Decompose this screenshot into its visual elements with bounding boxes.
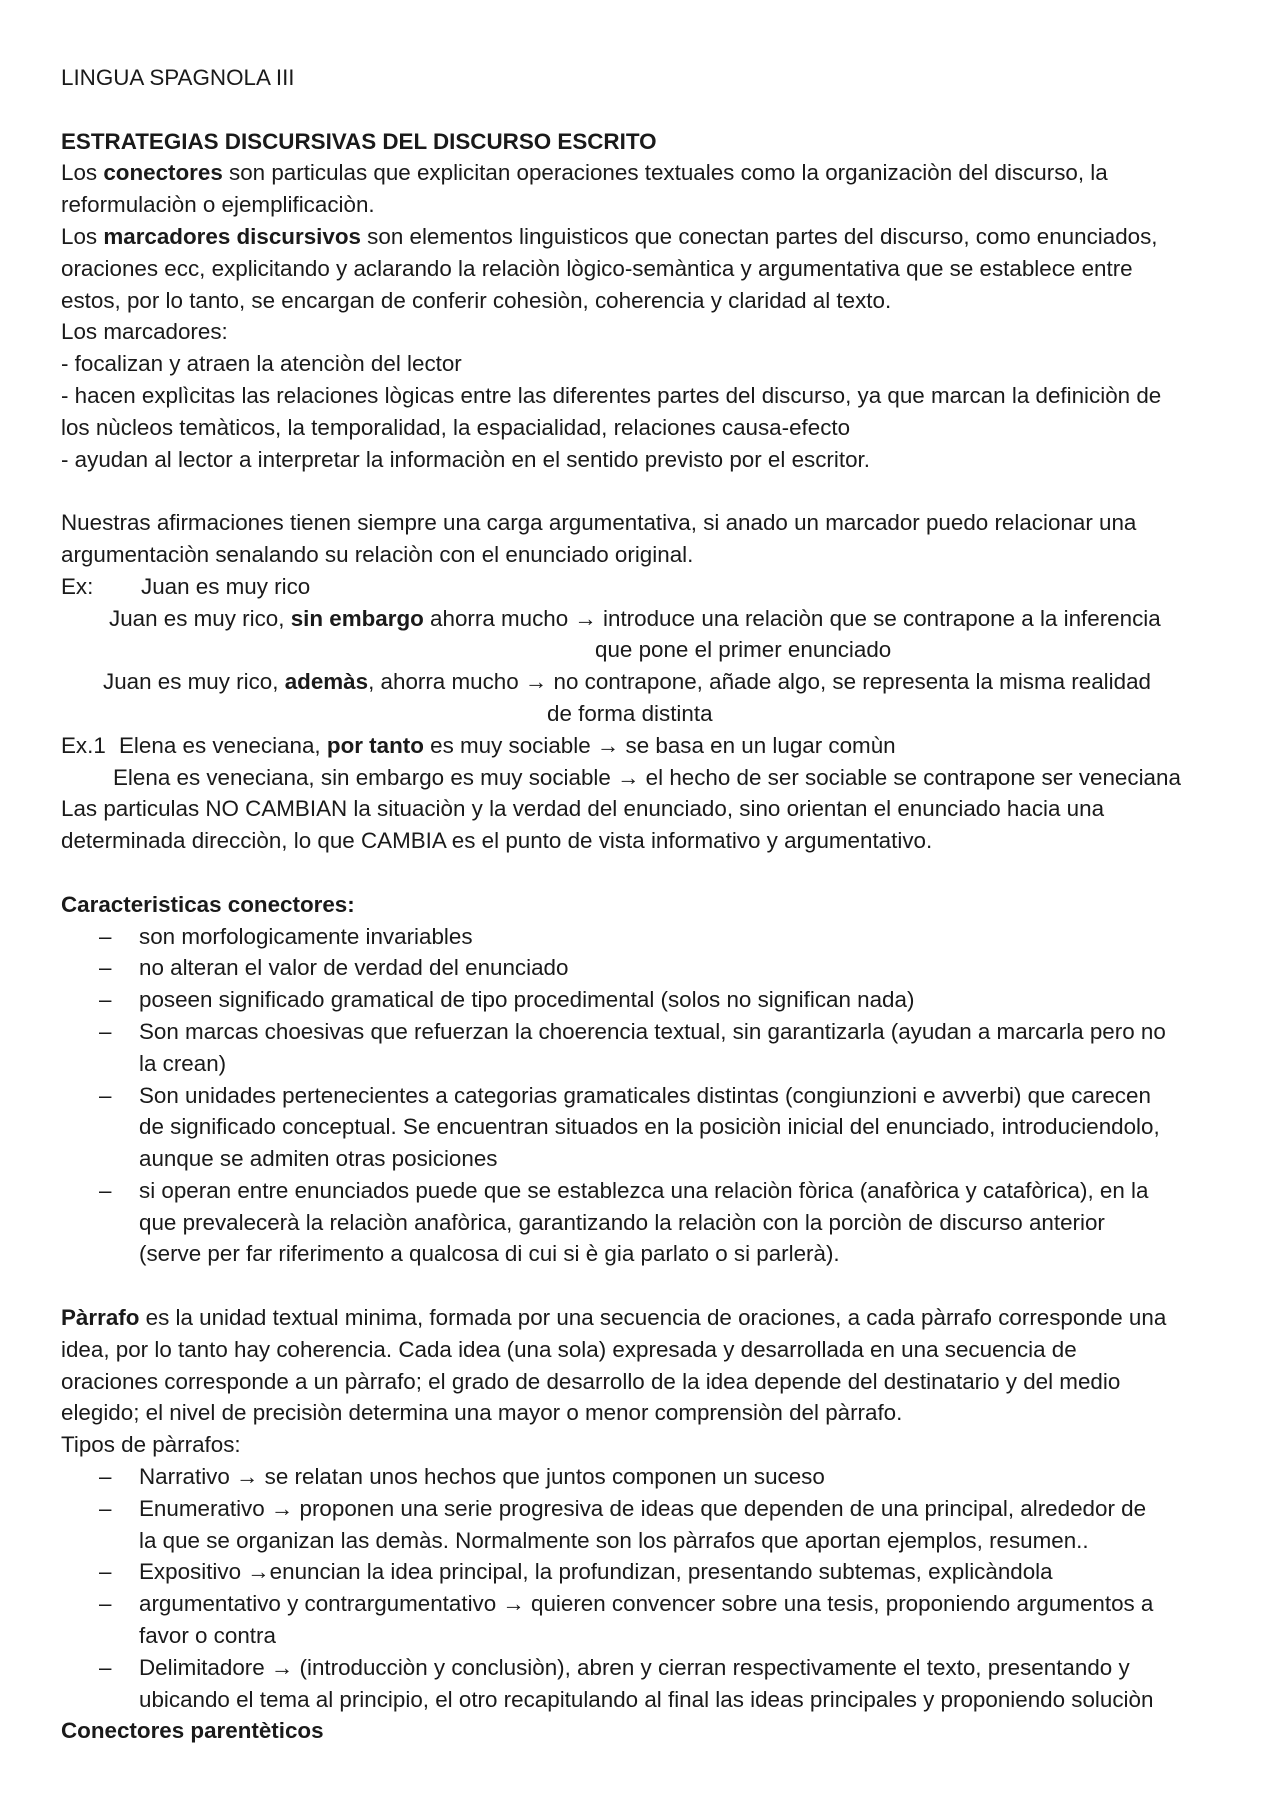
list-item — [61, 921, 1231, 953]
caracteristicas-list — [61, 921, 1231, 1271]
spacer — [61, 94, 1231, 126]
paragraph-line: Pàrrafo es la unidad textual minima, formada por una secuencia de oraciones, a cada pàrrafo corresponde una — [61, 1305, 1167, 1331]
example-line: Ex.1 Elena es veneciana, por tanto es muy sociable → se basa en un lugar comùn — [61, 732, 896, 758]
example-line: Juan es muy rico, sin embargo ahorra mucho → introduce una relaciòn que se contrapone a la inferencia — [109, 605, 1161, 631]
list-item — [61, 1461, 1231, 1493]
spacer — [61, 857, 1231, 889]
list-item-text: la que se organizan las demàs. Normalmente son los pàrrafos que aportan ejemplos, resumen.. — [139, 1527, 1089, 1553]
paragraph-line: - hacen explìcitas las relaciones lògicas entre las diferentes partes del discurso, ya que marcan la definiciòn de — [61, 382, 1162, 408]
list-item-text: ubicando el tema al principio, el otro recapitulando al final las ideas principales y proponiendo soluciòn — [139, 1686, 1154, 1712]
paragraph-line: Los conectores son particulas que explicitan operaciones textuales como la organizaciòn del discurso, la — [61, 160, 1108, 186]
dash-bullet: – — [99, 1654, 112, 1680]
dash-bullet: – — [99, 1495, 112, 1521]
list-item-text: Narrativo → se relatan unos hechos que juntos componen un suceso — [139, 1464, 825, 1490]
paragraph-line: reformulaciòn o ejemplificaciòn. — [61, 192, 375, 218]
list-item — [61, 1493, 1231, 1557]
dash-bullet: – — [99, 1464, 112, 1490]
list-item-text: Enumerativo → proponen una serie progresiva de ideas que dependen de una principal, alrededor de — [139, 1495, 1147, 1521]
list-item — [61, 952, 1231, 984]
course-header: LINGUA SPAGNOLA III — [61, 65, 295, 90]
paragraph-line: estos, por lo tanto, se encargan de conferir cohesiòn, coherencia y claridad al texto. — [61, 287, 892, 313]
paragraph-line: los nùcleos temàticos, la temporalidad, la espacialidad, relaciones causa-efecto — [61, 414, 851, 440]
paragraph-line: - focalizan y atraen la atenciòn del lector — [61, 351, 462, 377]
paragraph-line: Los marcadores: — [61, 319, 228, 345]
paragraph-line: oraciones ecc, explicitando y aclarando la relaciòn lògico-semàntica y argumentativa que se establece entre — [61, 255, 1133, 281]
list-item-text: aunque se admiten otras posiciones — [139, 1146, 498, 1172]
dash-bullet: – — [99, 923, 112, 949]
paragraph-line: determinada direcciòn, lo que CAMBIA es el punto de vista informativo y argumentativo. — [61, 828, 933, 854]
dash-bullet: – — [99, 1018, 112, 1044]
list-item-text: argumentativo y contrargumentativo → quieren convencer sobre una tesis, proponiendo argumentos a — [139, 1591, 1154, 1617]
example-line: Juan es muy rico, ademàs, ahorra mucho → no contrapone, añade algo, se representa la misma realidad — [103, 669, 1151, 695]
example-line: Elena es veneciana, sin embargo es muy sociable → el hecho de ser sociable se contrapone ser veneciana — [113, 764, 1181, 790]
dash-bullet: – — [99, 1082, 112, 1108]
list-item-text: Expositivo →enuncian la idea principal, la profundizan, presentando subtemas, explicàndola — [139, 1559, 1053, 1585]
list-item-text: que prevalecerà la relaciòn anafòrica, garantizando la relaciòn con la porciòn de discurso anterior — [139, 1209, 1105, 1235]
paragraph-line: Tipos de pàrrafos: — [61, 1432, 241, 1458]
document-page — [61, 62, 1231, 1747]
list-item-text: la crean) — [139, 1050, 227, 1076]
example-line: Ex: Juan es muy rico — [61, 573, 311, 599]
dash-bullet: – — [99, 955, 112, 981]
example-line: que pone el primer enunciado — [595, 637, 892, 663]
section-title: ESTRATEGIAS DISCURSIVAS DEL DISCURSO ESCRITO — [61, 128, 657, 154]
section-title: Conectores parentèticos — [61, 1718, 324, 1744]
dash-bullet: – — [99, 1177, 112, 1203]
dash-bullet: – — [99, 1559, 112, 1585]
list-item — [61, 1016, 1231, 1080]
paragraph-line: - ayudan al lector a interpretar la informaciòn en el sentido previsto por el escritor. — [61, 446, 870, 472]
list-item-text: (serve per far riferimento a qualcosa di cui si è gia parlato o si parlerà). — [139, 1241, 840, 1267]
paragraph-line: Los marcadores discursivos son elementos linguisticos que conectan partes del discurso, como enunciados, — [61, 223, 1158, 249]
list-item-text: si operan entre enunciados puede que se establezca una relaciòn fòrica (anafòrica y catafòrica), en la — [139, 1177, 1149, 1203]
spacer — [61, 1270, 1231, 1302]
tipos-list — [61, 1461, 1231, 1715]
spacer — [61, 475, 1231, 507]
list-item — [61, 1175, 1231, 1270]
paragraph-line: argumentaciòn senalando su relaciòn con el enunciado original. — [61, 541, 694, 567]
section-title: Caracteristicas conectores: — [61, 891, 355, 917]
dash-bullet: – — [99, 987, 112, 1013]
list-item-text: favor o contra — [139, 1623, 276, 1649]
list-item — [61, 1556, 1231, 1588]
paragraph-line: Nuestras afirmaciones tienen siempre una carga argumentativa, si anado un marcador puedo relacionar una — [61, 510, 1137, 536]
list-item — [61, 1588, 1231, 1652]
paragraph-line: Las particulas NO CAMBIAN la situaciòn y la verdad del enunciado, sino orientan el enunciado hacia una — [61, 796, 1105, 822]
paragraph-line: idea, por lo tanto hay coherencia. Cada idea (una sola) expresada y desarrollada en una secuencia de — [61, 1336, 1077, 1362]
dash-bullet: – — [99, 1591, 112, 1617]
example-line: de forma distinta — [547, 700, 713, 726]
list-item — [61, 984, 1231, 1016]
list-item — [61, 1652, 1231, 1716]
list-item — [61, 1080, 1231, 1175]
list-item-text: Delimitadore → (introducciòn y conclusiòn), abren y cierran respectivamente el texto, presentando y — [139, 1654, 1130, 1680]
list-item-text: de significado conceptual. Se encuentran situados en la posiciòn inicial del enunciado, introduciendolo, — [139, 1114, 1160, 1140]
paragraph-line: elegido; el nivel de precisiòn determina una mayor o menor comprensiòn del pàrrafo. — [61, 1400, 903, 1426]
paragraph-line: oraciones corresponde a un pàrrafo; el grado de desarrollo de la idea depende del destinatario y del medio — [61, 1368, 1121, 1394]
list-item-text: Son marcas choesivas que refuerzan la choerencia textual, sin garantizarla (ayudan a marcarla pero no — [139, 1018, 1166, 1044]
list-item-text: no alteran el valor de verdad del enunciado — [139, 955, 569, 981]
list-item-text: Son unidades pertenecientes a categorias gramaticales distintas (congiunzioni e avverbi) que carecen — [139, 1082, 1151, 1108]
list-item-text: son morfologicamente invariables — [139, 923, 473, 949]
list-item-text: poseen significado gramatical de tipo procedimental (solos no significan nada) — [139, 987, 915, 1013]
